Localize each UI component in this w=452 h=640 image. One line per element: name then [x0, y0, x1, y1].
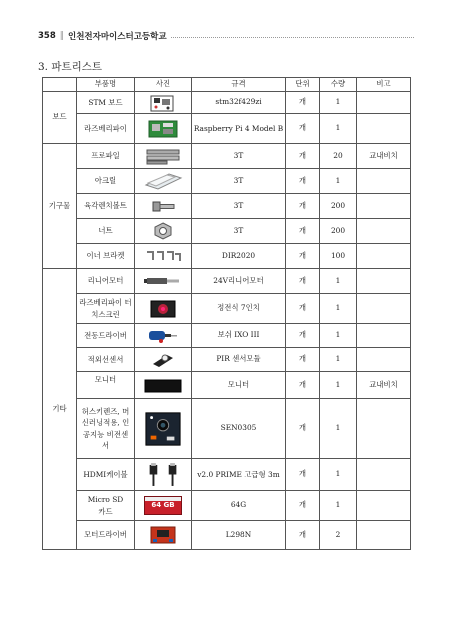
linear-motor-photo: [135, 269, 192, 294]
part-name: 모터드라이버: [77, 521, 135, 550]
page-header: [38, 29, 414, 43]
header-separator: ‖: [59, 31, 64, 41]
aluminum-profile-photo: [135, 144, 192, 169]
part-unit: 개: [286, 294, 320, 324]
part-spec: 정전식 7인치: [192, 294, 286, 324]
table-row: [43, 521, 411, 550]
part-name: 라즈베리파이: [77, 114, 135, 144]
part-qty: 1: [320, 92, 357, 114]
part-qty: 20: [320, 144, 357, 169]
table-row: [43, 144, 411, 169]
electric-screwdriver-photo: [135, 324, 192, 348]
category-hardware: 기구물: [43, 144, 77, 269]
header-name: 부품명: [77, 78, 135, 92]
part-name: 프로파일: [77, 144, 135, 169]
part-name: 적외선센서: [77, 348, 135, 372]
header-unit: 단위: [286, 78, 320, 92]
part-spec: 64G: [192, 491, 286, 521]
part-spec: 24V리니어모터: [192, 269, 286, 294]
part-unit: 개: [286, 92, 320, 114]
part-qty: 1: [320, 459, 357, 491]
part-name: 이너 브라켓: [77, 244, 135, 269]
part-spec: SEN0305: [192, 399, 286, 459]
acrylic-sheet-photo: [135, 169, 192, 194]
part-unit: 개: [286, 521, 320, 550]
part-note: [357, 194, 411, 219]
part-note: [357, 92, 411, 114]
part-spec: DIR2020: [192, 244, 286, 269]
part-unit: 개: [286, 114, 320, 144]
page-number: 358: [38, 31, 56, 41]
header-qty: 수량: [320, 78, 357, 92]
part-unit: 개: [286, 219, 320, 244]
part-note: [357, 219, 411, 244]
part-name: 모니터: [77, 372, 135, 399]
part-note: [357, 399, 411, 459]
table-row: [43, 92, 411, 114]
part-spec: 3T: [192, 194, 286, 219]
part-name: Micro SD카드: [77, 491, 135, 521]
section-title: 3. 파트리스트: [38, 61, 103, 73]
part-qty: 1: [320, 324, 357, 348]
part-name: 라즈베리파이 터치스크린: [77, 294, 135, 324]
part-spec: 3T: [192, 144, 286, 169]
table-row: [43, 169, 411, 194]
table-header-row: [43, 78, 411, 92]
part-note: [357, 521, 411, 550]
part-spec: PIR 센서모듈: [192, 348, 286, 372]
part-spec: 3T: [192, 169, 286, 194]
part-spec: L298N: [192, 521, 286, 550]
header-spec: 규격: [192, 78, 286, 92]
part-unit: 개: [286, 459, 320, 491]
header-category: [43, 78, 77, 92]
part-unit: 개: [286, 169, 320, 194]
table-row: [43, 194, 411, 219]
part-note: [357, 324, 411, 348]
stm-board-photo: [135, 92, 192, 114]
part-unit: 개: [286, 144, 320, 169]
part-unit: 개: [286, 348, 320, 372]
part-note: [357, 348, 411, 372]
part-qty: 1: [320, 372, 357, 399]
part-qty: 100: [320, 244, 357, 269]
part-name: 리니어모터: [77, 269, 135, 294]
part-qty: 1: [320, 114, 357, 144]
part-unit: 개: [286, 372, 320, 399]
part-qty: 1: [320, 269, 357, 294]
part-name: 육각렌치볼트: [77, 194, 135, 219]
table-row: [43, 114, 411, 144]
part-note: 교내비치: [357, 372, 411, 399]
part-note: [357, 169, 411, 194]
part-unit: 개: [286, 244, 320, 269]
table-row: [43, 459, 411, 491]
part-qty: 1: [320, 294, 357, 324]
part-note: [357, 244, 411, 269]
table-row: [43, 372, 411, 399]
microsd-card-photo: [135, 491, 192, 521]
part-unit: 개: [286, 399, 320, 459]
touchscreen-photo: [135, 294, 192, 324]
part-qty: 1: [320, 399, 357, 459]
part-note: [357, 114, 411, 144]
category-board: 보드: [43, 92, 77, 144]
table-row: [43, 324, 411, 348]
part-note: [357, 491, 411, 521]
pir-sensor-photo: [135, 348, 192, 372]
part-name: 너트: [77, 219, 135, 244]
school-name: 인천전자마이스터고등학교: [68, 32, 167, 42]
part-note: [357, 294, 411, 324]
part-qty: 1: [320, 169, 357, 194]
part-qty: 2: [320, 521, 357, 550]
motor-driver-photo: [135, 521, 192, 550]
part-spec: 보쉬 IXO III: [192, 324, 286, 348]
raspberry-pi-photo: [135, 114, 192, 144]
part-qty: 1: [320, 348, 357, 372]
part-unit: 개: [286, 269, 320, 294]
header-dotted-rule: [171, 37, 414, 38]
part-spec: stm32f429zi: [192, 92, 286, 114]
category-misc: 기타: [43, 269, 77, 550]
table-row: [43, 348, 411, 372]
part-spec: Raspberry Pi 4 Model B: [192, 114, 286, 144]
table-row: [43, 269, 411, 294]
parts-table: [42, 77, 411, 550]
monitor-photo: [135, 372, 192, 399]
part-name: 아크릴: [77, 169, 135, 194]
part-name: 허스키렌즈, 머신러닝적용, 인공지능 비전센서: [77, 399, 135, 459]
part-spec: 모니터: [192, 372, 286, 399]
header-note: 비고: [357, 78, 411, 92]
table-row: [43, 399, 411, 459]
part-unit: 개: [286, 324, 320, 348]
part-qty: 1: [320, 491, 357, 521]
part-qty: 200: [320, 194, 357, 219]
part-name: STM 보드: [77, 92, 135, 114]
part-qty: 200: [320, 219, 357, 244]
part-unit: 개: [286, 491, 320, 521]
nut-photo: [135, 219, 192, 244]
hdmi-cable-photo: [135, 459, 192, 491]
part-unit: 개: [286, 194, 320, 219]
part-note: 교내비치: [357, 144, 411, 169]
part-spec: v2.0 PRIME 고급형 3m: [192, 459, 286, 491]
table-row: [43, 219, 411, 244]
table-row: [43, 244, 411, 269]
part-name: 전동드라이버: [77, 324, 135, 348]
part-note: [357, 269, 411, 294]
table-row: [43, 294, 411, 324]
microsd-card-label: 64 GB: [151, 501, 175, 509]
header-photo: 사진: [135, 78, 192, 92]
table-row: [43, 491, 411, 521]
hex-bolt-photo: [135, 194, 192, 219]
part-note: [357, 459, 411, 491]
huskylens-photo: [135, 399, 192, 459]
inner-bracket-photo: [135, 244, 192, 269]
part-spec: 3T: [192, 219, 286, 244]
part-name: HDMI케이블: [77, 459, 135, 491]
